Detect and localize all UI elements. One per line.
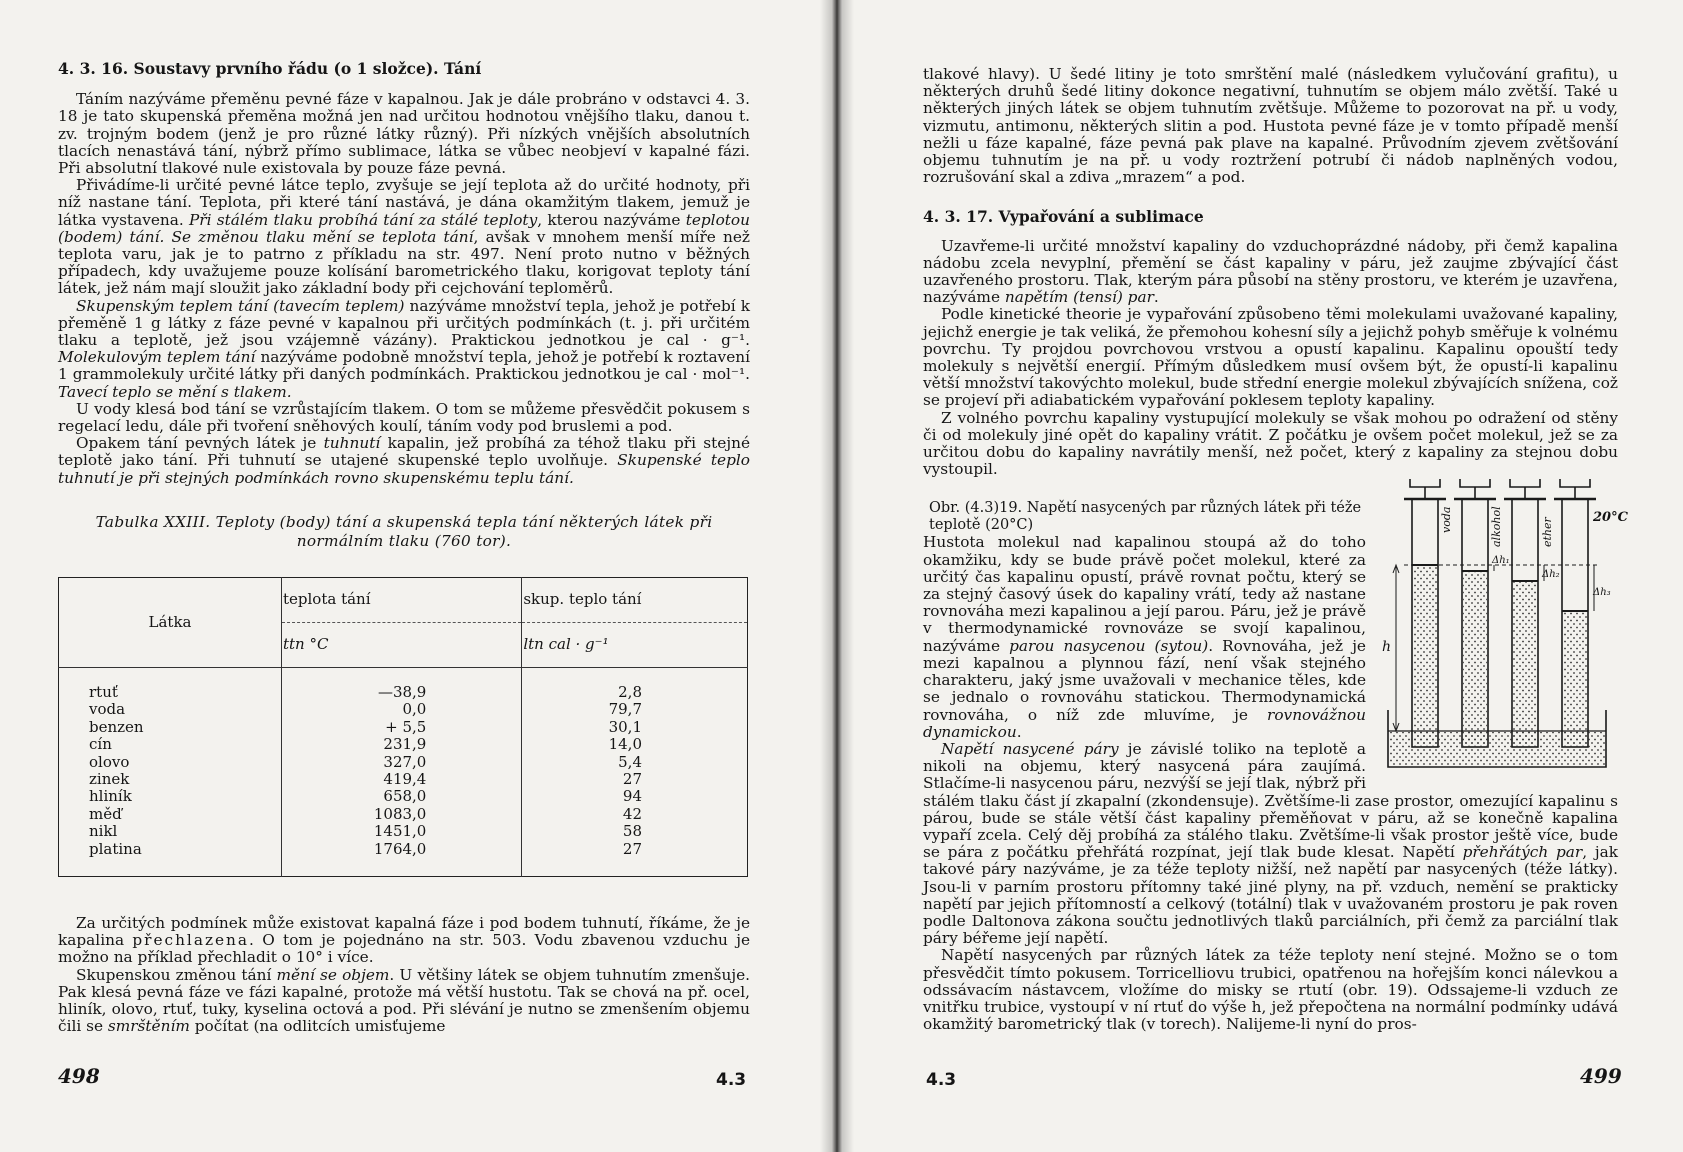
- paragraph: Táním nazýváme přeměnu pevné fáze v kapalnou. Jak je dále probráno v odstavci 4. 3. 18 je tato skupenská přeměna možná jen nad určitou hodnotou vnějšího tlaku, danou t. zv. trojným bodem (jenž je pro různé látky různý). Při nízkých vnějších absolutních tlacích nenastává tání, nýbrž přímo sublimace, látka se vůbec neobjeví v kapalné fázi. Při absolutní tlakové nule existovala by pouze fáze pevná.: [58, 90, 750, 178]
- page-number-right: 499: [1580, 1064, 1622, 1088]
- book-gutter: [820, 0, 854, 1152]
- section-mark-left: 4.3: [716, 1070, 747, 1090]
- label-temperature: 20°C: [1593, 510, 1628, 526]
- paragraph: Skupenským teplem tání (tavecím teplem) nazýváme množství tepla, jehož je potřebí k přeměně 1 g látky z fáze pevné v kapalnou při určitých podmínkách (t. j. při určitém tlaku a teplotě, jež jsou vzájemně vázány). Praktickou jednotkou je cal · g⁻¹. Molekulovým teplem tání nazýváme podobně množství tepla, jehož je potřebí k roztavení 1 grammolekuly určité látky při daných podmínkách. Praktickou jednotkou je cal · mol⁻¹. Tavecí teplo se mění s tlakem.: [58, 296, 750, 401]
- substance-column: rtuť voda benzen cín olovo zinek hliník měď nikl platina: [59, 667, 282, 876]
- section-mark-right: 4.3: [926, 1070, 957, 1090]
- temp-column: —38,9 0,0 + 5,5 231,9 327,0 419,4 658,0 1083,0 1451,0 1764,0: [282, 667, 522, 876]
- label-alkohol: alkohol: [1490, 506, 1503, 548]
- paragraph: Uzavřeme-li určité množství kapaliny do vzduchoprázdné nádoby, při čemž kapalina nádobu zcela nevyplní, přemění se část kapaliny v páru, jež zaujme zbývající část uzavřeného prostoru. Tlak, kterým pára působí na stěny prostoru, ve kterém je uzavřena, nazýváme napětím (tensí) par.: [923, 236, 1618, 307]
- table-unit-heat: ltn cal · g⁻¹: [522, 622, 748, 667]
- table-header-heat: skup. teplo tání: [522, 577, 748, 622]
- table-row: [59, 667, 748, 876]
- figure-caption: Obr. (4.3)19. Napětí nasycených par různých látek při téže teplotě (20°C): [929, 500, 1362, 534]
- section-heading-4-3-17: 4. 3. 17. Vypařování a sublimace: [923, 207, 1204, 227]
- label-h: h: [1382, 639, 1392, 656]
- torricelli-tubes-diagram: [1380, 475, 1628, 775]
- paragraph: U vody klesá bod tání se vzrůstajícím tlakem. O tom se můžeme přesvědčit pokusem s regelací ledu, dále při tvoření sněhových koulí, táním vody pod bruslemi a pod.: [58, 399, 750, 436]
- left-page: [0, 0, 836, 1152]
- table-header-temp: teplota tání: [282, 577, 522, 622]
- page-number-left: 498: [58, 1064, 100, 1088]
- right-page-content: tlakové hlavy). U šedé litiny je toto smrštění malé (následkem vylučování grafitu), u některých druhů šedé litiny dokonce negativní, tuhnutím se objem málo zvětší. Také u některých jiných látek se objem tuhnutím zvětšuje. Můžeme to pozorovat na př. u vody, vizmutu, antimonu, některých slitin a pod. Hustota pevné fáze je v tomto případě menší nežli u fáze kapalné, fáze pevná pak plave na kapalné. Průvodním zjevem zvětšování objemu tuhnutím je na př. u vody roztržení potrubí či nádob naplněných vodou, rozrušování skal a zdiva „mrazem“ a pod. 4. 3. 17. Vypařování a sublimace Uzavřeme-li určité množství kapaliny do vzduchoprázdné nádoby, při čemž kapalina nádobu zcela nevyplní, přemění se část kapaliny v páru, jež zaujme zbývající část uzavřeného prostoru. Tlak, kterým pára působí na stěny prostoru, ve kterém je uzavřena, nazýváme napětím (tensí) par. Podle kinetické theorie je vypařování způsobeno těmi molekulami uvažované kapaliny, jejichž energie je tak veliká, že přemohou kohesní síly a jejichž pohyb směřuje k volnému povrchu. Ty projdou povrchovou vrstvou a opustí kapalinu. Kapalinu opouští tedy molekuly s největší energií. Přímým důsledkem musí ovšem být, že opustí-li kapalinu větší množství takovýchto molekul, bude střední energie molekul zbývajících snížena, což se projeví při adiabatickém vypařování poklesem teploty kapaliny. Z volného povrchu kapaliny vystupující molekuly se však mohou po odražení od stěny či od molekuly jiné opět do kapaliny vrátit. Z počátku je ovšem počet molekul, jež se za určitou dobu do kapaliny navrátily menší, než počet, který z kapaliny za stejnou dobu vystoupil. voda alkohol ether 20°C h Δh₁ Δh₂ Δh₃ Obr. (4.3)19. Napětí nasycených par různých látek při téže teplotě (20°C) Hustota molekul nad kapalinou stoupá až do toho okamžiku, kdy se bude právě počet molekul, které za určitý čas kapalinu opustí, právě rovnat počtu, který se za stejný časový úsek do kapaliny vrátí, tedy až nastane rovnováha mezi kapalinou a její parou. Páru, jež je právě v thermodynamické rovnováze se svojí kapalinou, nazýváme parou nasycenou (sytou). Rovnováha, jež je mezi kapalnou a plynnou fází, není však stejného charakteru, jaký jsme uvažovali v mechanice těles, kde se jednalo o rovnováhu statickou. Thermodynamická rovnováha, o níž zde mluvíme, je rovnovážnou dynamickou. Napětí nasycené páry je závislé toliko na teplotě a nikoli na objemu, který nasycená pára zaujímá. Stlačíme-li nasycenou páru, nezvýší se její tlak, nýbrž při stálém tlaku část jí zkapalní (zkondensuje). Zvětšíme-li zase prostor, omezující kapalinu s párou, bude se stále větší část kapaliny přeměňovat v páru, až se konečně kapalina vypaří zcela. Celý děj probíhá za stálého tlaku. Zvětšíme-li však prostor ještě více, bude se pára z počátku přehřátá rozpínat, její tlak bude klesat. Napětí přehřátých par, jak takové páry nazýváme, je za téže teploty nižší, než napětí par nasycených (téže látky). Jsou-li v parním prostoru přítomny také jiné plyny, na př. vzduch, nemění se prakticky napětí par jejich přítomností a celkový (totální) tlak v uvažovaném prostoru je pak roven podle Daltonova zákona součtu jednotlivých tlaků parciálních, při čemž za parciální tlak páry béřeme její napětí. Napětí nasycených par různých látek za téže teploty není stejné. Možno se o tom přesvědčit tímto pokusem. Torricelliovu trubici, opatřenou na hořejším konci nálevkou a odssávacím nástavcem, vložíme do misky se rtutí (obr. 19). Odssajeme-li vzduch ze vnitřku trubice, vystoupí v ní rtuť do výše h, jež přepočtena na normální podmínky udává okamžitý barometrický tlak (v torech). Nalijeme-li nyní do pros-: [923, 65, 1628, 1034]
- right-page: [838, 0, 1683, 1152]
- melting-table: [58, 577, 748, 877]
- heat-column: 2,8 79,7 30,1 14,0 5,4 27 94 42 58 27: [608, 682, 642, 858]
- paragraph: Napětí nasycených par různých látek za téže teploty není stejné. Možno se o tom přesvědčit tímto pokusem. Torricelliovu trubici, opatřenou na hořejším konci nálevkou a odssávacím nástavcem, vložíme do misky se rtutí (obr. 19). Odssajeme-li vzduch ze vnitřku trubice, vystoupí v ní rtuť do výše h, jež přepočtena na normální podmínky udává okamžitý barometrický tlak (v torech). Nalijeme-li nyní do pros-: [923, 946, 1618, 1034]
- table-unit-temp: ttn °C: [282, 622, 522, 667]
- label-dh1: Δh₁: [1492, 555, 1510, 567]
- paragraph: Opakem tání pevných látek je tuhnutí kapalin, jež probíhá za téhož tlaku při stejné teplotě jako tání. Při tuhnutí se utajené skupenské teplo uvolňuje. Skupenské teplo tuhnutí je při stejných podmínkách rovno skupenskému teplu tání.: [58, 434, 751, 487]
- paragraph: tlakové hlavy). U šedé litiny je toto smrštění malé (následkem vylučování grafitu), u některých druhů šedé litiny dokonce negativní, tuhnutím se objem málo zvětší. Také u některých jiných látek se objem tuhnutím zvětšuje. Můžeme to pozorovat na př. u vody, vizmutu, antimonu, některých slitin a pod. Hustota pevné fáze je v tomto případě menší nežli u fáze kapalné, fáze pevná pak plave na kapalné. Průvodním zjevem zvětšování objemu tuhnutím je na př. u vody roztržení potrubí či nádob naplněných vodou, rozrušování skal a zdiva „mrazem“ a pod.: [923, 65, 1618, 187]
- section-heading-4-3-16: 4. 3. 16. Soustavy prvního řádu (o 1 složce). Tání: [58, 59, 482, 78]
- label-voda: voda: [1440, 506, 1453, 534]
- left-page-content: [58, 60, 750, 1035]
- paragraph: Napětí nasycené páry je závislé toliko na teplotě a nikoli na objemu, který nasycená pára zaujímá. Stlačíme-li nasycenou páru, nezvýší se její tlak, nýbrž při stálém tlaku část jí zkapalní (zkondensuje). Zvětšíme-li zase prostor, omezující kapalinu s párou, bude se stále větší část kapaliny přeměňovat v páru, až se konečně kapalina vypaří zcela. Celý děj probíhá za stálého tlaku. Zvětšíme-li však prostor ještě více, bude se pára z počátku přehřátá rozpínat, její tlak bude klesat. Napětí přehřátých par, jak takové páry nazýváme, je za téže teploty nižší, než napětí par nasycených (téže látky). Jsou-li v parním prostoru přítomny také jiné plyny, na př. vzduch, nemění se prakticky napětí par jejich přítomností a celkový (totální) tlak v uvažovaném prostoru je pak roven podle Daltonova zákona součtu jednotlivých tlaků parciálních, při čemž za parciální tlak páry béřeme její napětí.: [923, 739, 1618, 948]
- paragraph: Skupenskou změnou tání mění se objem. U většiny látek se objem tuhnutím zmenšuje. Pak klesá pevná fáze ve fázi kapalné, protože má větší hustotu. Tak se chová na př. ocel, hliník, olovo, rtuť, tuky, kyselina octová a pod. Při slévání je nutno se zmenšením objemu čili se smrštěním počítat (na odlitcích umisťujeme: [58, 965, 751, 1036]
- table-header-substance: Látka: [59, 577, 282, 667]
- paragraph: Z volného povrchu kapaliny vystupující molekuly se však mohou po odražení od stěny či od molekuly jiné opět do kapaliny vrátit. Z počátku je ovšem počet molekul, jež se za určitou dobu do kapaliny navrátily menší, než počet, který z kapaliny za stejnou dobu vystoupil. voda alkohol ether 20°C h Δh₁ Δh₂ Δh₃: [923, 410, 1618, 479]
- label-dh2: Δh₂: [1542, 569, 1560, 581]
- paragraph: Podle kinetické theorie je vypařování způsobeno těmi molekulami uvažované kapaliny, jejichž energie je tak veliká, že přemohou kohesní síly a jejichž pohyb směřuje k volnému povrchu. Ty projdou povrchovou vrstvou a opustí kapalinu. Kapalinu opouští tedy molekuly s největší energií. Přímým důsledkem musí ovšem být, že opustí-li kapalinu větší množství takovýchto molekul, bude střední energie molekul zbývajících snížena, což se projeví při adiabatickém vypařování poklesem teploty kapaliny.: [923, 305, 1618, 410]
- label-dh3: Δh₃: [1593, 587, 1611, 599]
- table-caption: Tabulka XXIII. Teploty (body) tání a skupenská tepla tání některých látek při normálním tlaku (760 tor).: [95, 512, 713, 550]
- paragraph: Za určitých podmínek může existovat kapalná fáze i pod bodem tuhnutí, říkáme, že je kapalina přechlazena. O tom je pojednáno na str. 503. Vodu zbavenou vzduchu je možno na příklad přechladit o 10° i více.: [58, 913, 750, 967]
- vapor-pressure-figure: [1380, 475, 1628, 775]
- label-ether: ether: [1541, 517, 1554, 548]
- paragraph: Přivádíme-li určité pevné látce teplo, zvyšuje se její teplota až do určité hodnoty, při níž nastane tání. Teplota, při které tání nastává, je dána okamžitým tlakem, jemuž je látka vystavena. Při stálém tlaku probíhá tání za stálé teploty, kterou nazýváme teplotou (bodem) tání. Se změnou tlaku mění se teplota tání, avšak v mnohem menší míře než teplota varu, jak je to patrno z příkladu na str. 497. Není proto nutno v běžných případech, kdy uvažujeme pouze kolísání barometrického tlaku, korigovat teploty tání látek, jež nám mají sloužit jako základní body při cejchování teploměrů.: [58, 176, 750, 298]
